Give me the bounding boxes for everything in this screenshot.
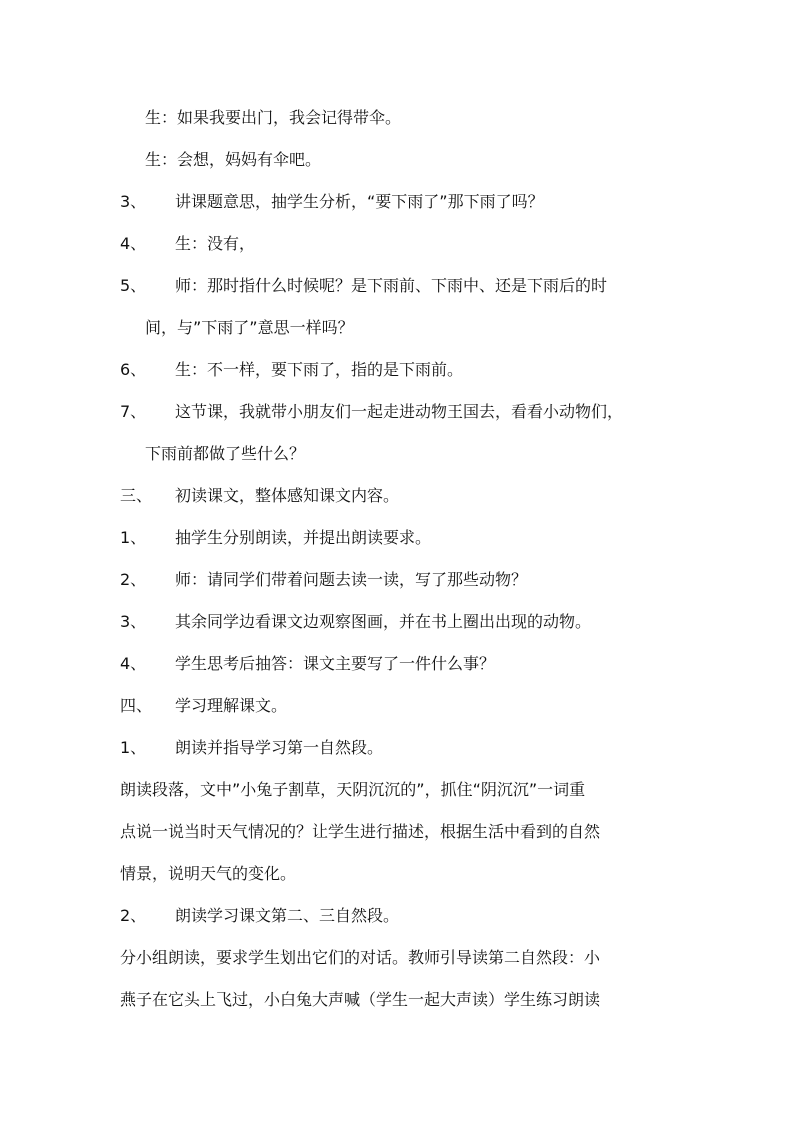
list-number: 1、: [120, 528, 147, 547]
section-heading: 学习理解课文。: [175, 696, 288, 715]
list-number: 2、: [120, 570, 147, 589]
list-item-text: 朗读并指导学习第一自然段。: [175, 738, 384, 757]
paragraph-line: 点说一说当时天气情况的？让学生进行描述，根据生活中看到的自然: [120, 822, 601, 841]
list-item-text: 这节课，我就带小朋友们一起走进动物王国去，看看小动物们，: [175, 402, 624, 421]
paragraph-line: 情景，说明天气的变化。: [120, 864, 297, 883]
list-item-text: 师：请同学们带着问题去读一读，写了那些动物？: [175, 570, 528, 589]
paragraph-line: 燕子在它头上飞过，小白兔大声喊（学生一起大声读）学生练习朗读: [120, 990, 601, 1009]
list-item-text: 师：那时指什么时候呢？是下雨前、下雨中、还是下雨后的时: [175, 276, 608, 295]
list-number: 6、: [120, 360, 147, 379]
dialogue-line: 生：会想，妈妈有伞吧。: [145, 150, 322, 169]
list-item-text: 其余同学边看课文边观察图画，并在书上圈出出现的动物。: [175, 612, 592, 631]
list-item-text-continued: 间，与”下雨了”意思一样吗？: [145, 318, 354, 337]
list-item-text-continued: 下雨前都做了些什么？: [145, 444, 306, 463]
list-number: 3、: [120, 612, 147, 631]
paragraph-line: 朗读段落，文中”小兔子割草，天阴沉沉的”，抓住“阴沉沉”一词重: [120, 780, 586, 799]
list-item-text: 抽学生分别朗读，并提出朗读要求。: [175, 528, 432, 547]
list-number: 7、: [120, 402, 147, 421]
section-number: 三、: [120, 486, 153, 505]
section-number: 四、: [120, 696, 153, 715]
list-item-text: 生：不一样，要下雨了，指的是下雨前。: [175, 360, 464, 379]
paragraph-line: 分小组朗读，要求学生划出它们的对话。教师引导读第二自然段：小: [120, 948, 601, 967]
list-number: 3、: [120, 192, 147, 211]
list-number: 4、: [120, 654, 147, 673]
list-number: 2、: [120, 906, 147, 925]
list-number: 1、: [120, 738, 147, 757]
list-item-text: 生：没有，: [175, 234, 256, 253]
dialogue-line: 生：如果我要出门，我会记得带伞。: [145, 108, 402, 127]
section-heading: 初读课文，整体感知课文内容。: [175, 486, 400, 505]
list-number: 4、: [120, 234, 147, 253]
list-number: 5、: [120, 276, 147, 295]
list-item-text: 学生思考后抽答：课文主要写了一件什么事？: [175, 654, 496, 673]
list-item-text: 讲课题意思，抽学生分析，“要下雨了”那下雨了吗？: [175, 192, 544, 211]
list-item-text: 朗读学习课文第二、三自然段。: [175, 906, 400, 925]
